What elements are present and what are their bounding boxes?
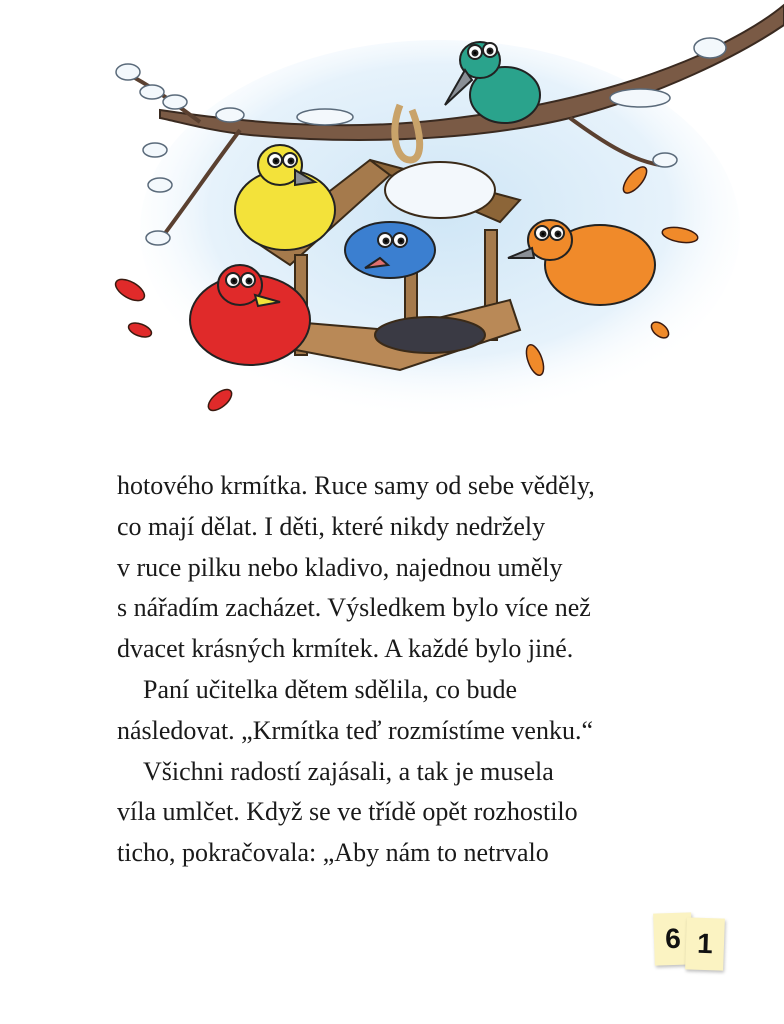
text-line: Paní učitelka dětem sdělila, co bude [143,674,517,704]
page-number-ones: 1 [685,917,725,970]
text-line: s nářadím zacházet. Výsledkem bylo více než [117,593,591,623]
text-line: Všichni radostí zajásali, a tak je musela [143,756,554,786]
text-line: víla umlčet. Když se ve třídě opět rozhostilo [117,797,578,827]
text-line: co mají dělat. I děti, které nikdy nedržely [117,511,546,541]
page-number-tens: 6 [653,912,693,965]
text-line: dvacet krásných krmítek. A každé bylo jiné. [117,634,574,664]
story-text [117,466,717,874]
text-line: hotového krmítka. Ruce samy od sebe věděly, [117,471,595,500]
text-line: ticho, pokračovala: „Aby nám to netrvalo [117,838,549,868]
blue-bird [345,222,435,278]
text-line: v ruce pilku nebo kladivo, najednou uměly [117,552,563,582]
birds-at-feeder-illustration [100,0,784,430]
text-line: následovat. „Krmítka teď rozmístíme venku.“ [117,715,593,745]
